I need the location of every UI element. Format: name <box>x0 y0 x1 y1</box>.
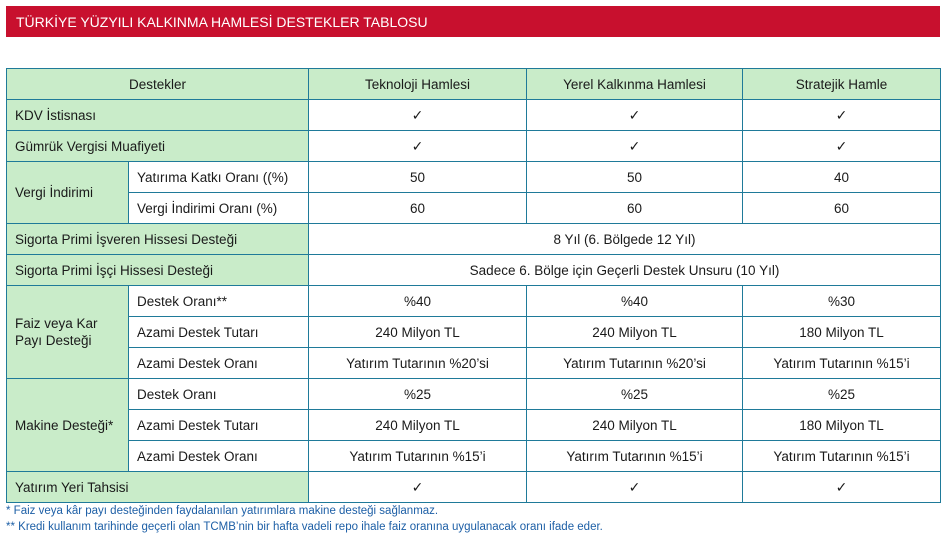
sub-label: Azami Destek Tutarı <box>129 317 309 348</box>
footnote-interest: ** Kredi kullanım tarihinde geçerli olan TCMB’nin bir hafta vadeli repo ihale faiz oranına uygulanacak oranı ifade eder. <box>6 521 603 533</box>
cell-value: 240 Milyon TL <box>309 410 527 441</box>
table-row <box>7 100 941 131</box>
row-label-vergi: Vergi İndirimi <box>7 162 129 224</box>
check-icon: ✓ <box>743 100 941 131</box>
table-row <box>7 379 941 410</box>
table-row <box>7 131 941 162</box>
footnote-machine: * Faiz veya kâr payı desteğinden faydalanılan yatırımlara makine desteği sağlanmaz. <box>6 505 439 517</box>
row-label-makine: Makine Desteği* <box>7 379 129 472</box>
table-row <box>7 317 941 348</box>
cell-value: 50 <box>527 162 743 193</box>
sub-label: Azami Destek Oranı <box>129 441 309 472</box>
header-row <box>7 69 941 100</box>
cell-value: 60 <box>743 193 941 224</box>
cell-value: Yatırım Tutarının %15’i <box>743 348 941 379</box>
cell-value: %25 <box>527 379 743 410</box>
cell-value: 240 Milyon TL <box>309 317 527 348</box>
cell-value: 240 Milyon TL <box>527 410 743 441</box>
check-icon: ✓ <box>309 100 527 131</box>
cell-value: %25 <box>309 379 527 410</box>
row-label-yatirim-yeri: Yatırım Yeri Tahsisi <box>7 472 309 503</box>
cell-value: %40 <box>309 286 527 317</box>
cell-value: 8 Yıl (6. Bölgede 12 Yıl) <box>309 224 941 255</box>
table-row <box>7 162 941 193</box>
cell-value: 180 Milyon TL <box>743 410 941 441</box>
header-yerel: Yerel Kalkınma Hamlesi <box>527 69 743 100</box>
cell-value: %25 <box>743 379 941 410</box>
check-icon: ✓ <box>309 131 527 162</box>
header-stratejik: Stratejik Hamle <box>743 69 941 100</box>
row-label-faiz: Faiz veya Kar Payı Desteği <box>7 286 129 379</box>
sub-label: Destek Oranı <box>129 379 309 410</box>
table-row <box>7 410 941 441</box>
table-row <box>7 441 941 472</box>
table-row <box>7 224 941 255</box>
cell-value: Yatırım Tutarının %15’i <box>527 441 743 472</box>
cell-value: Yatırım Tutarının %20’si <box>309 348 527 379</box>
table-row <box>7 472 941 503</box>
cell-value: Yatırım Tutarının %15’i <box>743 441 941 472</box>
cell-value: %40 <box>527 286 743 317</box>
cell-value: Yatırım Tutarının %15’i <box>309 441 527 472</box>
check-icon: ✓ <box>743 131 941 162</box>
cell-value: 180 Milyon TL <box>743 317 941 348</box>
footnotes <box>6 503 940 535</box>
row-label-sigorta-isveren: Sigorta Primi İşveren Hissesi Desteği <box>7 224 309 255</box>
sub-label: Azami Destek Oranı <box>129 348 309 379</box>
check-icon: ✓ <box>309 472 527 503</box>
sub-label: Destek Oranı** <box>129 286 309 317</box>
cell-value: 40 <box>743 162 941 193</box>
row-label-kdv: KDV İstisnası <box>7 100 309 131</box>
cell-value: Sadece 6. Bölge için Geçerli Destek Unsuru (10 Yıl) <box>309 255 941 286</box>
sub-label: Vergi İndirimi Oranı (%) <box>129 193 309 224</box>
cell-value: %30 <box>743 286 941 317</box>
sub-label: Azami Destek Tutarı <box>129 410 309 441</box>
check-icon: ✓ <box>527 131 743 162</box>
table-row <box>7 286 941 317</box>
sub-label: Yatırıma Katkı Oranı ((%) <box>129 162 309 193</box>
header-destekler: Destekler <box>7 69 309 100</box>
check-icon: ✓ <box>743 472 941 503</box>
cell-value: 240 Milyon TL <box>527 317 743 348</box>
table-row <box>7 255 941 286</box>
cell-value: 50 <box>309 162 527 193</box>
cell-value: 60 <box>309 193 527 224</box>
row-label-gumruk: Gümrük Vergisi Muafiyeti <box>7 131 309 162</box>
table-row <box>7 348 941 379</box>
check-icon: ✓ <box>527 100 743 131</box>
cell-value: 60 <box>527 193 743 224</box>
header-teknoloji: Teknoloji Hamlesi <box>309 69 527 100</box>
incentives-table <box>6 68 941 503</box>
table-title: TÜRKİYE YÜZYILI KALKINMA HAMLESİ DESTEKLER TABLOSU <box>6 6 940 37</box>
check-icon: ✓ <box>527 472 743 503</box>
table-row <box>7 193 941 224</box>
cell-value: Yatırım Tutarının %20’si <box>527 348 743 379</box>
row-label-sigorta-isci: Sigorta Primi İşçi Hissesi Desteği <box>7 255 309 286</box>
